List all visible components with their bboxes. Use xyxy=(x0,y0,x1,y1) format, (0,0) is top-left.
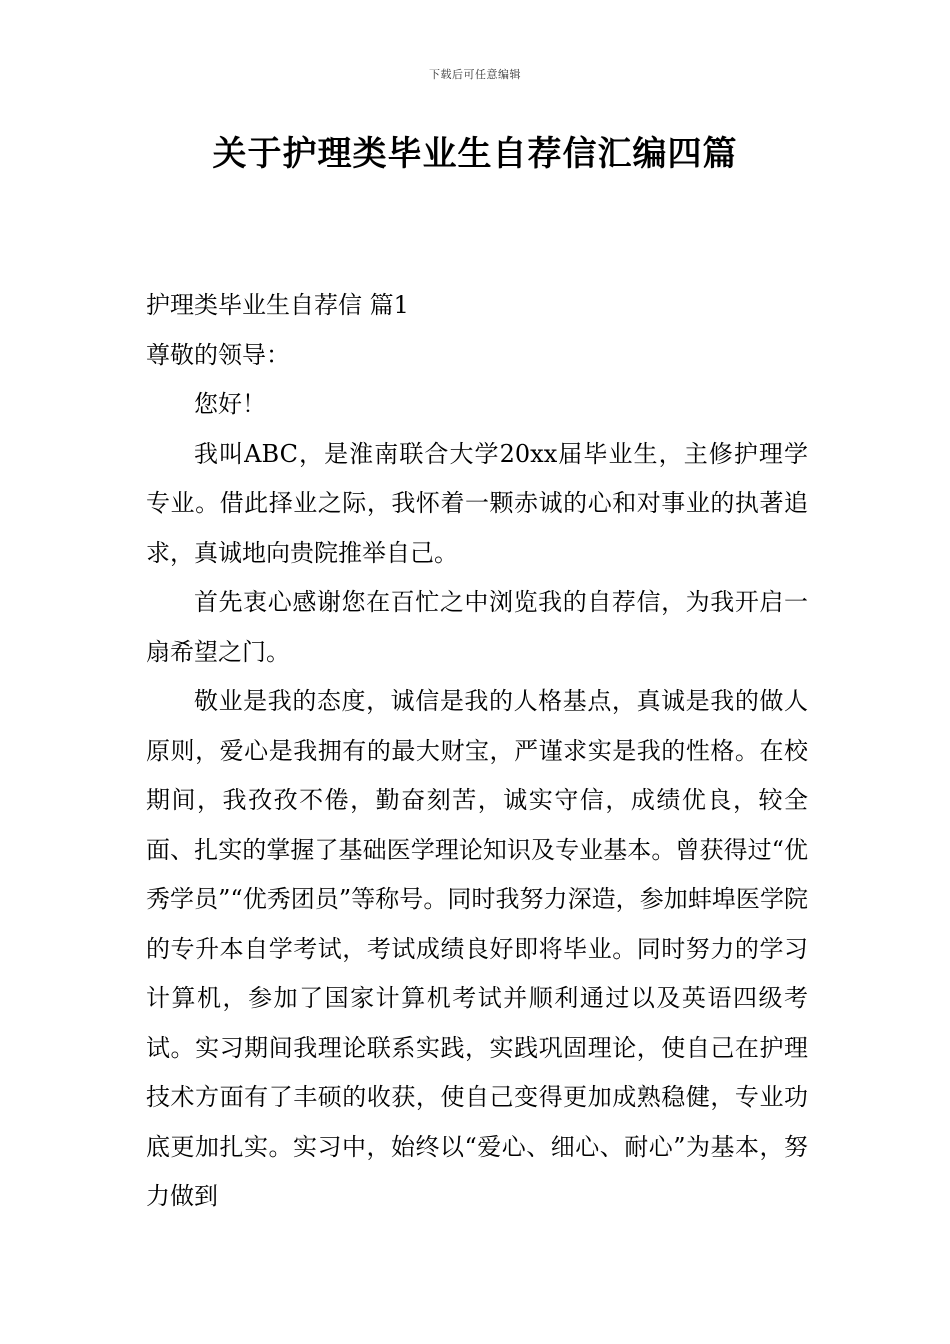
paragraph: 敬业是我的态度，诚信是我的人格基点，真诚是我的做人原则，爱心是我拥有的最大财宝，严谨求实是我的性格。在校期间，我孜孜不倦，勤奋刻苦，诚实守信，成绩优良，较全面、扎实的掌握了基础医学理论知识及专业基本。曾获得过“优秀学员”“优秀团员”等称号。同时我努力深造，参加蚌埠医学院的专升本自学考试，考试成绩良好即将毕业。同时努力的学习计算机，参加了国家计算机考试并顺利通过以及英语四级考试。实习期间我理论联系实践，实践巩固理论，使自己在护理技术方面有了丰硕的收获，使自己变得更加成熟稳健，专业功底更加扎实。实习中，始终以“爱心、细心、耐心”为基本，努力做到 xyxy=(146,687,808,1210)
document-body xyxy=(146,281,808,1222)
document-title: 关于护理类毕业生自荐信汇编四篇 xyxy=(212,134,738,174)
paragraph: 首先衷心感谢您在百忙之中浏览我的自荐信，为我开启一扇希望之门。 xyxy=(146,588,808,666)
greeting: 您好！ xyxy=(194,390,266,418)
paragraph: 我叫ABC，是淮南联合大学20xx届毕业生，主修护理学专业。借此择业之际，我怀着一颗赤诚的心和对事业的执著追求，真诚地向贵院推举自己。 xyxy=(146,439,808,567)
header-note: 下载后可任意编辑 xyxy=(429,68,521,81)
salutation: 尊敬的领导： xyxy=(146,340,290,369)
section-heading: 护理类毕业生自荐信 篇1 xyxy=(146,291,409,319)
